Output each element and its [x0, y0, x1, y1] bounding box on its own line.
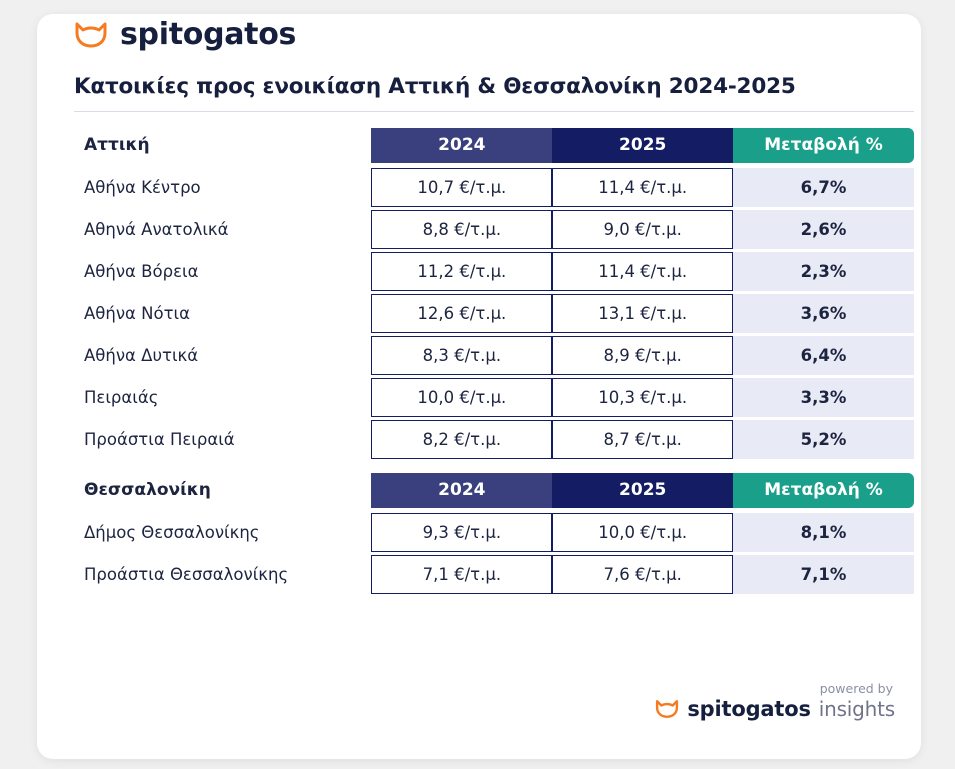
table-row — [74, 294, 914, 333]
cell-2025: 10,3 €/τ.μ. — [552, 378, 733, 417]
section-title: Θεσσαλονίκη — [74, 471, 371, 510]
footer-brand — [655, 697, 895, 721]
row-label: Πειραιάς — [74, 378, 371, 417]
cell-2025: 13,1 €/τ.μ. — [552, 294, 733, 333]
table-row — [74, 252, 914, 291]
table-row — [74, 420, 914, 459]
cell-change: 6,7% — [733, 168, 914, 207]
table-row — [74, 336, 914, 375]
column-header-change: Μεταβολή % — [733, 128, 914, 163]
cell-2025: 11,4 €/τ.μ. — [552, 168, 733, 207]
brand-name: spitogatos — [120, 17, 297, 52]
cell-2024: 7,1 €/τ.μ. — [371, 555, 552, 594]
cell-2025: 7,6 €/τ.μ. — [552, 555, 733, 594]
row-label: Δήμος Θεσσαλονίκης — [74, 513, 371, 552]
cell-change: 2,6% — [733, 210, 914, 249]
section-spacer — [74, 462, 914, 468]
cell-change: 8,1% — [733, 513, 914, 552]
cell-change: 6,4% — [733, 336, 914, 375]
cell-2025: 11,4 €/τ.μ. — [552, 252, 733, 291]
brand-header — [37, 14, 921, 56]
column-header-2024: 2024 — [371, 473, 552, 508]
cell-2024: 11,2 €/τ.μ. — [371, 252, 552, 291]
cell-2025: 10,0 €/τ.μ. — [552, 513, 733, 552]
footer-brand-sub: insights — [818, 697, 895, 721]
cell-2024: 10,0 €/τ.μ. — [371, 378, 552, 417]
cell-2024: 12,6 €/τ.μ. — [371, 294, 552, 333]
cell-change: 7,1% — [733, 555, 914, 594]
row-label: Αθηνά Ανατολικά — [74, 210, 371, 249]
cell-2025: 9,0 €/τ.μ. — [552, 210, 733, 249]
cell-2024: 10,7 €/τ.μ. — [371, 168, 552, 207]
cell-change: 2,3% — [733, 252, 914, 291]
row-label: Αθήνα Νότια — [74, 294, 371, 333]
cat-head-icon — [74, 21, 108, 49]
cell-change: 3,3% — [733, 378, 914, 417]
cell-2024: 8,2 €/τ.μ. — [371, 420, 552, 459]
table-row — [74, 168, 914, 207]
cell-change: 5,2% — [733, 420, 914, 459]
column-header-change: Μεταβολή % — [733, 473, 914, 508]
column-header-2025: 2025 — [552, 473, 733, 508]
cat-head-icon — [655, 699, 679, 719]
report-card — [37, 14, 921, 759]
table-row — [74, 555, 914, 594]
cell-2025: 8,9 €/τ.μ. — [552, 336, 733, 375]
table-row — [74, 513, 914, 552]
footer-brand-name: spitogatos — [687, 697, 811, 721]
column-header-2024: 2024 — [371, 128, 552, 163]
table-section-header — [74, 471, 914, 510]
cell-2024: 8,8 €/τ.μ. — [371, 210, 552, 249]
table-section-header — [74, 126, 914, 165]
row-label: Αθήνα Κέντρο — [74, 168, 371, 207]
cell-change: 3,6% — [733, 294, 914, 333]
row-label: Αθήνα Δυτικά — [74, 336, 371, 375]
table-row — [74, 210, 914, 249]
row-label: Προάστια Πειραιά — [74, 420, 371, 459]
table-row — [74, 378, 914, 417]
column-header-2025: 2025 — [552, 128, 733, 163]
footer-credit — [655, 681, 895, 721]
title-divider — [74, 111, 914, 112]
cell-2025: 8,7 €/τ.μ. — [552, 420, 733, 459]
section-title: Αττική — [74, 126, 371, 165]
cell-2024: 8,3 €/τ.μ. — [371, 336, 552, 375]
rent-rates-table — [74, 123, 914, 597]
powered-by-label: powered by — [819, 681, 893, 696]
row-label: Προάστια Θεσσαλονίκης — [74, 555, 371, 594]
row-label: Αθήνα Βόρεια — [74, 252, 371, 291]
cell-2024: 9,3 €/τ.μ. — [371, 513, 552, 552]
page-title: Κατοικίες προς ενοικίαση Αττική & Θεσσαλονίκη 2024-2025 — [74, 74, 796, 99]
